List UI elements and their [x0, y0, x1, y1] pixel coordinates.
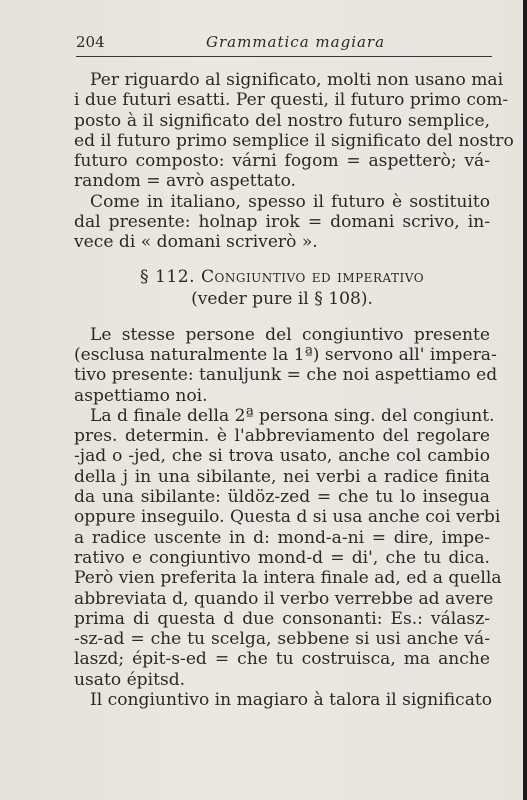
- text-line: prima di questa d due consonanti: Es.: válasz-: [74, 608, 490, 629]
- running-header: [76, 33, 492, 55]
- text-line: oppure inseguilo. Questa d si usa anche coi verbi: [74, 507, 501, 528]
- paragraph-future-meaning: [74, 70, 514, 192]
- text-line: tivo presente: tanuljunk = che noi aspettiamo ed: [74, 365, 498, 386]
- text-line: pres. determin. è l'abbreviamento del regolare: [74, 426, 490, 447]
- text-line: Come in italiano, spesso il futuro è sostituito: [90, 191, 490, 212]
- text-line: dal presente: holnap irok = domani scrivo, in-: [74, 212, 490, 233]
- page-body: [74, 70, 514, 711]
- text-line: futuro composto: várni fogom = aspetterò; vá-: [74, 151, 490, 172]
- text-line: Però vien preferita la intera finale ad, ed a quella: [74, 568, 502, 589]
- text-line: ed il futuro primo semplice il significato del nostro: [74, 130, 514, 151]
- section-heading: § 112. Congiuntivo ed imperativo: [139, 266, 425, 287]
- running-title: Grammatica magiara: [206, 33, 386, 51]
- section-subheading: (veder pure il § 108).: [191, 288, 373, 309]
- paragraph-congiuntivo-imperativo: [74, 324, 498, 406]
- text-line: posto à il significato del nostro futuro semplice,: [74, 110, 490, 131]
- text-line: Le stesse persone del congiuntivo presente: [90, 324, 490, 345]
- page-number: 204: [76, 33, 105, 51]
- page-edge-shadow: [523, 0, 527, 800]
- paragraph-d-finale: [74, 405, 502, 690]
- text-line: aspettiamo noi.: [74, 385, 208, 406]
- text-line: rativo e congiuntivo mond-d = di', che tu dica.: [74, 547, 490, 568]
- text-line: La d finale della 2ª persona sing. del congiunt.: [90, 405, 495, 426]
- text-line: (esclusa naturalmente la 1ª) servono all' impera-: [74, 344, 497, 365]
- text-line: Per riguardo al significato, molti non usano mai: [90, 70, 504, 90]
- text-line: i due futuri esatti. Per questi, il futuro primo com-: [74, 90, 509, 111]
- text-line: Il congiuntivo in magiaro à talora il significato: [90, 690, 493, 711]
- header-rule: [76, 56, 492, 57]
- paragraph-present-for-future: [74, 192, 490, 253]
- text-line: della j in una sibilante, nei verbi a radice finita: [74, 466, 490, 487]
- text-line: a radice uscente in d: mond-a-ni = dire, impe-: [74, 527, 490, 548]
- text-line: abbreviata d, quando il verbo verrebbe ad avere: [74, 588, 494, 609]
- text-line: da una sibilante: üldöz-zed = che tu lo insegua: [74, 487, 490, 508]
- text-line: random = avrò aspettato.: [74, 171, 296, 192]
- text-line: vece di « domani scriverò ».: [74, 232, 318, 253]
- text-line: laszd; épit-s-ed = che tu costruisca, ma anche: [74, 649, 490, 670]
- text-line: usato épitsd.: [74, 669, 186, 690]
- paragraph-congiuntivo-significato: [74, 690, 493, 711]
- text-line: -sz-ad = che tu scelga, sebbene si usi anche vá-: [74, 629, 490, 650]
- text-line: -jad o -jed, che si trova usato, anche col cambio: [74, 446, 490, 467]
